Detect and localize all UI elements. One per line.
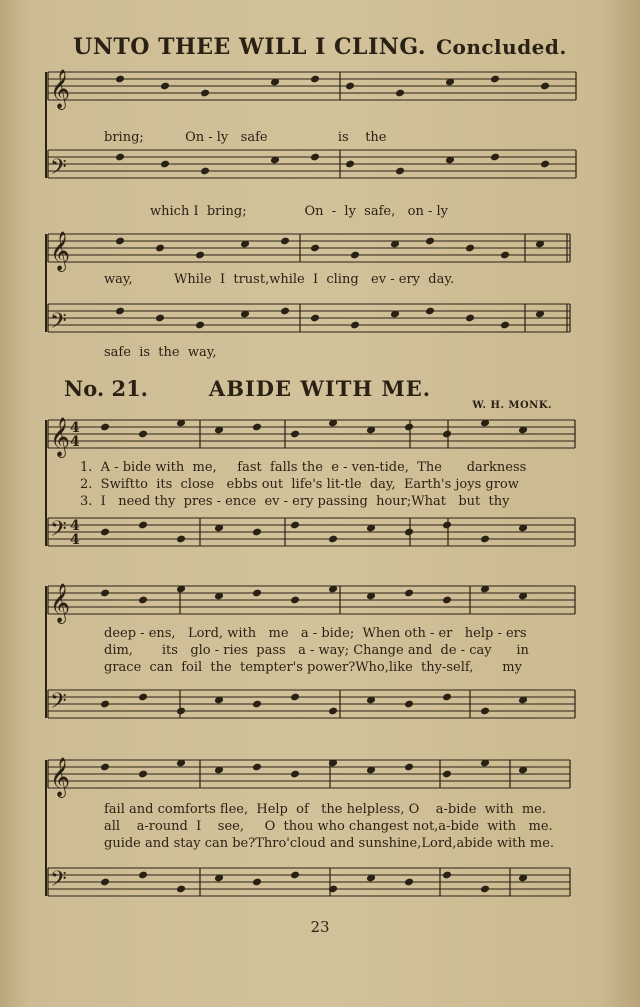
abide-sys1-treble-note [442,430,452,439]
system1-bass-lyric: which I bring; On - ly safe, on - ly [150,204,448,219]
abide-sys3-treble-note [138,770,148,779]
sys2-bass-note [115,307,125,316]
abide-sys2-bass-note [480,707,490,716]
composer: W. H. MONK. [472,400,552,411]
system2-bass-lyric: safe is the way, [104,345,217,360]
abide-sys3-treble-note [252,763,262,772]
abide-sys1-bass-note [176,535,186,544]
sys1-bass-clef: 𝄢 [50,155,67,185]
sys2-treble-note [195,251,205,260]
abide-sys1-bass-note [290,521,300,530]
abide-sys1-bass-note [442,521,452,530]
abide-sys1-treble-note [100,423,110,432]
sys1-bass-note [200,167,210,176]
abide-sys1-bass-note [328,535,338,544]
abide-sys3-treble-note [442,770,452,779]
abide-sys2-treble-note [290,596,300,605]
abide-sys3-bass-note [252,878,262,887]
abide-sys3-bass-note [176,885,186,894]
sys1-treble-note [345,82,355,91]
title-text: UNTO THEE WILL I CLING. [73,34,427,60]
abide-sys1-bass-note [100,528,110,537]
sys2-treble-clef: 𝄞 [50,231,71,271]
sys1-bass-note [395,167,405,176]
abide-sys2-treble-note [100,589,110,598]
time-signature: 4 [70,532,80,548]
abide-sys1-bass-note [404,528,414,537]
abide-sys3-bass-note [290,871,300,880]
verse-line-2-1: deep - ens, Lord, with me a - bide; When oth - er help - ers [104,626,527,641]
title-subtitle: Concluded. [436,35,567,59]
abide-sys1-treble-note [138,430,148,439]
verse-line-1-2: 2. Swiftto its close ebbs out life's lit-tle day, Earth's joys grow [80,477,519,492]
sys1-treble-note [310,75,320,84]
sys2-treble-note [115,237,125,246]
sys2-treble-note [425,237,435,246]
abide-sys3-bass-note [480,885,490,894]
abide-sys3-bass-clef: 𝄢 [50,867,67,897]
hymn-number: No. 21. [64,376,148,401]
verse-line-3-2: all a-round I see, O thou who changest not,a-bide with me. [104,819,553,834]
sys1-bass-note [310,153,320,162]
sys2-bass-note [465,314,475,323]
sys2-bass-note [280,307,290,316]
verse-line-1-1: 1. A - bide with me, fast falls the e - ven-tide, The darkness [80,460,527,475]
verse-line-2-3: grace can foil the tempter's power?Who,like thy-self, my [104,660,522,675]
abide-sys2-bass-note [176,707,186,716]
abide-sys2-bass-note [100,700,110,709]
abide-sys3-bass-note [138,871,148,880]
sys1-bass-note [115,153,125,162]
abide-sys2-treble-note [404,589,414,598]
abide-sys1-bass-note [252,528,262,537]
abide-sys1-bass-clef: 𝄢 [50,517,67,547]
abide-sys2-treble-note [442,596,452,605]
abide-sys1-treble-note [404,423,414,432]
abide-sys3-bass-note [404,878,414,887]
sys2-bass-note [350,321,360,330]
sys2-treble-note [465,244,475,253]
abide-sys1-bass-note [138,521,148,530]
abide-sys2-bass-note [290,693,300,702]
verse-line-3-3: guide and stay can be?Thro'cloud and sunshine,Lord,abide with me. [104,836,555,851]
sys1-treble-note [115,75,125,84]
abide-sys3-bass-note [100,878,110,887]
verse-line-1-3: 3. I need thy pres - ence ev - ery passing hour;What but thy [80,494,510,509]
time-signature: 4 [70,420,80,436]
hymn-title: ABIDE WITH ME. [208,376,432,401]
sys1-treble-note [540,82,550,91]
sys1-bass-note [160,160,170,169]
sys2-treble-note [500,251,510,260]
sys2-bass-clef: 𝄢 [50,309,67,339]
sys1-treble-note [160,82,170,91]
sys1-bass-note [345,160,355,169]
sys1-bass-note [490,153,500,162]
sys1-treble-note [200,89,210,98]
sys2-bass-note [195,321,205,330]
abide-sys2-treble-note [252,589,262,598]
abide-sys1-treble-note [290,430,300,439]
abide-sys1-treble-clef: 𝄞 [50,417,71,457]
abide-sys2-treble-note [138,596,148,605]
sys2-treble-note [155,244,165,253]
sys1-treble-note [490,75,500,84]
sys2-bass-note [425,307,435,316]
abide-sys1-treble-note [252,423,262,432]
sys2-bass-note [310,314,320,323]
abide-sys3-treble-note [404,763,414,772]
sys2-treble-note [310,244,320,253]
abide-sys2-bass-note [404,700,414,709]
page-number: 23 [310,918,330,936]
abide-sys2-bass-note [442,693,452,702]
abide-sys3-treble-clef: 𝄞 [50,757,71,797]
abide-sys3-bass-note [442,871,452,880]
sys2-treble-note [280,237,290,246]
sys1-treble-clef: 𝄞 [50,69,71,109]
sys2-treble-note [350,251,360,260]
sys2-bass-note [500,321,510,330]
time-signature: 4 [70,518,80,534]
abide-sys2-bass-clef: 𝄢 [50,689,67,719]
abide-sys2-treble-clef: 𝄞 [50,583,71,623]
abide-sys3-treble-note [100,763,110,772]
sys2-bass-note [155,314,165,323]
abide-sys2-bass-note [138,693,148,702]
sys1-treble-note [395,89,405,98]
abide-sys2-bass-note [328,707,338,716]
verse-line-3-1: fail and comforts flee, Help of the helpless, O a-bide with me. [104,802,546,817]
sys1-bass-note [540,160,550,169]
abide-sys2-bass-note [252,700,262,709]
abide-sys3-treble-note [290,770,300,779]
system1-treble-lyric: bring; On - ly safe is the [104,130,387,145]
time-signature: 4 [70,434,80,450]
system2-treble-lyric: way, While I trust,while I cling ev - ery day. [104,272,455,287]
abide-sys1-bass-note [480,535,490,544]
verse-line-2-2: dim, its glo - ries pass a - way; Change and de - cay in [104,643,529,658]
